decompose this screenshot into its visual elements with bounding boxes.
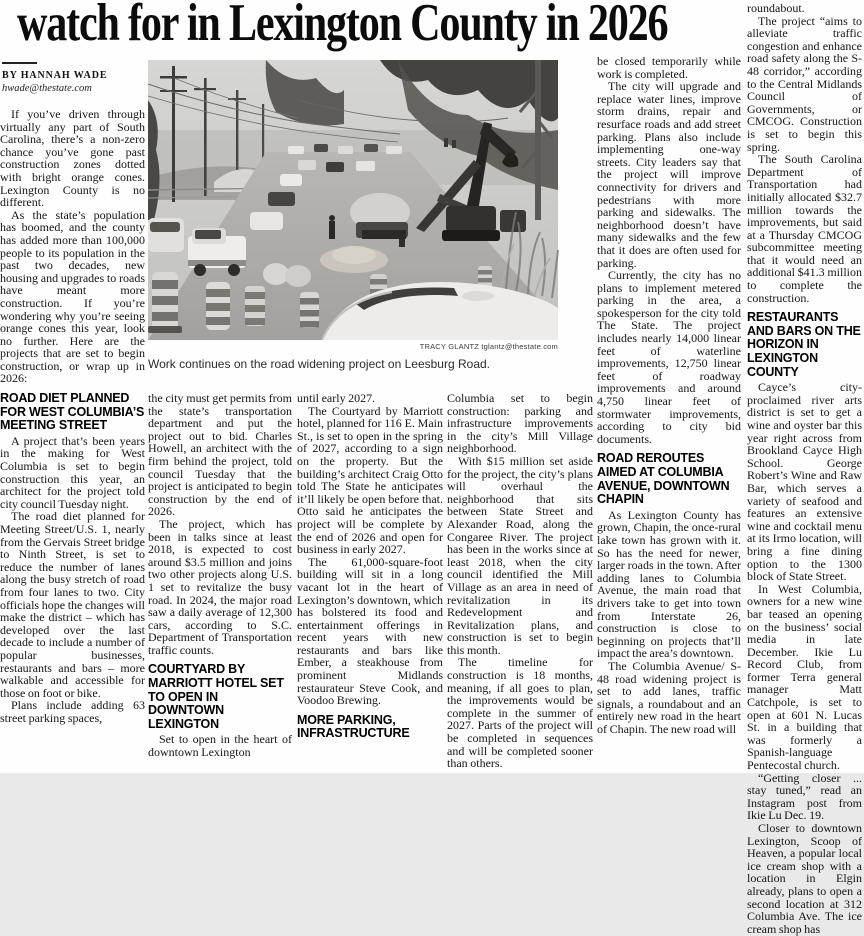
byline: BY HANNAH WADE [2, 70, 108, 81]
construction-photo [148, 60, 558, 340]
paragraph: The South Carolina Department of Transportation had initially allocated $32.7 million towards the improvements, but said at a Thursday CMCOG subcommittee meeting that it would need an additional $41.3 million to complete the construction. [747, 152, 862, 305]
paragraph: The city will upgrade and replace water lines, improve storm drains, repair and resurface roads and add street parking. Plans also include implementing one-way streets. City leaders say that the project will improve connectivity for drivers and pedestrians with more parking and sidewalks. The neighborhood doesn’t have many sidewalks and the few that it does are often used for parking. [597, 79, 741, 270]
article-column-1 [0, 108, 145, 725]
paragraph: A project that’s been years in the making for West Columbia is set to begin construction this year, an architect for the project told city council Tuesday night. [0, 433, 145, 511]
article-headline: watch for in Lexington County in 2026 [17, 0, 668, 52]
traffic-barrel [148, 272, 182, 333]
article-column-5 [597, 55, 741, 735]
photo-credit: TRACY GLANTZ tglantz@thestate.com [419, 342, 558, 351]
article-column-4 [447, 392, 593, 770]
byline-rule [2, 62, 37, 64]
paragraph: As Lexington County has grown, Chapin, the once-rural lake town has grown with it. So has the need for newer, larger roads in the town. After adding lanes to Columbia Avenue, the main road that drivers take to get into town from Interstate 26, construction is close to beginning on projects that’ll impact the area’s downtown. [597, 507, 741, 661]
paragraph: The Courtyard by Marriott hotel, planned for 116 E. Main St., is set to open in the spring of 2027, according to a sign on the property. But the building’s architect Craig Otto told The State he anticipates it’ll likely be open before that. Otto said he anticipates the project will be complete by the end of 2026 and open for business in early 2027. [297, 403, 443, 557]
article-column-2 [148, 392, 292, 759]
paragraph: If you’ve driven through virtually any part of South Carolina, there’s a non-zero chance you’ve gone past construction zones dotted with bright orange cones. Lexington County is no different. [0, 107, 145, 210]
paragraph: Currently, the city has no plans to implement metered parking in the area, a spokesperson for the city told The State. The project includes nearly 14,000 linear feet of waterline improvements, 12,750 linear feet of roadway improvements and around 4,750 linear feet of stormwater improvements, according to city bid documents. [597, 268, 741, 446]
paragraph: Closer to downtown Lexington, Scoop of Heaven, a popular local ice cream shop with a location in Elgin already, plans to open a second location at 312 Columbia Ave. The ice cream shop has [747, 821, 862, 936]
section-heading-road-diet: ROAD DIET PLANNED FOR WEST COLUMBIA’S MEETING STREET [0, 391, 145, 433]
paragraph: The project “aims to alleviate traffic congestion and enhance road safety along the S-48 corridor,” according to the Central Midlands Council of Governments, or CMCOG. Construction is set to begin this spring. [747, 13, 862, 154]
paragraph: the city must get permits from the state’s transportation department and put the project out to bid. Charles Howell, an architect with the firm behind the project, told council Tuesday that the project is anticipated to begin construction by the end of 2026. [148, 391, 292, 519]
paragraph: The timeline for construction is 18 months, meaning, if all goes to plan, the improvements would be complete in the summer of 2027. Parts of the project will be completed in sequences and will be completed sooner than others. [447, 655, 593, 771]
article-column-6 [747, 2, 862, 935]
paragraph: As the state’s population has boomed, and the county has added more than 100,000 people to its population in the past two decades, new housing and upgrades to roads have meant more construction. If you’re wondering why you’re seeing orange cones this year, look no further. Here are the projects that are set to begin construction, or wrap up in 2026: [0, 207, 145, 386]
paragraph: With $15 million set aside for the project, the city’s plans will overhaul the neighborhood that sits between State Street and Alexander Road, along the Congaree River. The project has been in the works since at least 2018, when the city council identified the Mill Village as an area in need of revitalization in its Redevelopment and Revitalization plans, and construction is set to begin this month. [447, 453, 593, 657]
paragraph: Cayce’s city-proclaimed river arts district is set to get a wine and oyster bar this year right across from Brookland Cayce High School. George Robert’s Wine and Raw Bar, which serves a variety of seafood and features an extensive wine and cocktail menu at its Irmo location, will bring a fine dining option to the 1300 block of State Street. [747, 380, 862, 584]
paragraph: Columbia set to begin construction: parking and infrastructure improvements in the city’s Mill Village neighborhood. [447, 391, 593, 456]
paragraph: until early 2027. [297, 391, 376, 405]
paragraph: The Columbia Avenue/ S-48 road widening project is set to add lanes, traffic signals, a roundabout and an entirely new road in the heart of Chapin. The new road will [597, 658, 741, 736]
paragraph: “Getting closer ... stay tuned,” read an Instagram post from Ikie Lu Dec. 19. [747, 770, 862, 823]
paragraph: The 61,000-square-foot building will sit in a long vacant lot in the heart of Lexington’s downtown, which has bolstered its food and entertainment offerings in recent years with new restaurants and bars like Ember, a steakhouse from prominent Midlands restaurateur Steve Cook, and Voodoo Brewing. [297, 554, 443, 708]
paragraph: Set to open in the heart of downtown Lexington [148, 732, 292, 760]
paragraph: be closed temporarily while work is completed. [597, 54, 741, 81]
photo-caption: Work continues on the road widening project on Leesburg Road. [148, 357, 490, 371]
paragraph: Plans include adding 63 street parking spaces, [0, 698, 145, 725]
paragraph: The project, which has been in talks since at least 2018, is expected to cost around $3.5 million and joins two other projects along U.S. 1 set to revitalize the busy road. In 2024, the major road saw a daily average of 12,300 cars, according to S.C. Department of Transportation traffic counts. [148, 516, 292, 657]
paragraph: In West Columbia, owners for a new wine bar teased an opening on the business’ social media in late December. Ikie Lu Record Club, from former Terra general manager Matt Catchpole, is set to open at 601 N. Lucas St. in a building that was formerly a Spanish-language Pentecostal church. [747, 581, 862, 773]
section-heading-road-reroutes: ROAD REROUTES AIMED AT COLUMBIA AVENUE, DOWNTOWN CHAPIN [597, 451, 730, 507]
section-heading-courtyard-marriott: COURTYARD BY MARRIOTT HOTEL SET TO OPEN IN DOWNTOWN LEXINGTON [148, 662, 284, 731]
article-photo-figure [148, 60, 558, 371]
construction-photo-illustration [148, 60, 558, 340]
article-column-3 [297, 392, 443, 743]
paragraph: The road diet planned for Meeting Street/U.S. 1, nearly from the Gervais Street bridge to Ninth Street, is set to reduce the number of lanes along the busy stretch of road from four lanes to two. City officials hope the changes will make the district – which has developed over the last decade to include a number of popular businesses, restaurants and bars – more walkable and accessible for those on foot or bike. [0, 509, 145, 700]
paragraph: roundabout. [747, 1, 805, 15]
section-heading-restaurants-bars: RESTAURANTS AND BARS ON THE HORIZON IN LEXINGTON COUNTY [747, 310, 861, 379]
byline-email: hwade@thestate.com [2, 83, 92, 94]
section-heading-more-parking: MORE PARKING, INFRASTRUCTURE [297, 712, 410, 741]
